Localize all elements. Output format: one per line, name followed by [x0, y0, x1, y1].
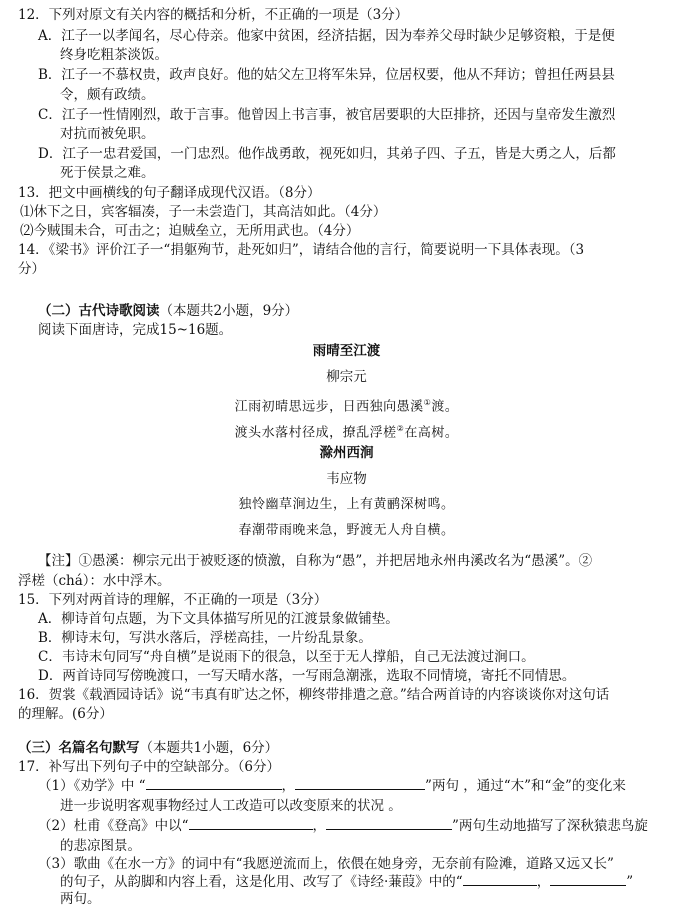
section2-heading: （二）古代诗歌阅读: [38, 303, 160, 319]
poem1-author: 柳宗元: [326, 369, 367, 385]
q17-stem: 17．补写出下列句子中的空缺部分。（6分）: [18, 759, 281, 775]
poem1-line1-text: 江雨初晴思远步，日西独向愚溪: [234, 399, 424, 415]
q12-option-c-line1: C．江子一性情刚烈，敢于言事。他曾因上书言事，被官居要职的大臣排挤，还因与皇帝发生激烈: [38, 107, 616, 123]
q16-stem-line1: 16．贺裳《载酒园诗话》说“韦真有旷达之怀，柳终带排遣之意。”结合两首诗的内容谈谈你对这句话: [18, 687, 610, 703]
q14-stem-line2: 分）: [18, 261, 45, 277]
answer-blank[interactable]: [295, 777, 425, 790]
q12-option-a-line1: A．江子一以孝闻名，尽心侍亲。他家中贫困，经济拮据，因为奉养父母时缺少足够资粮，于是便: [38, 28, 615, 44]
q16-stem-line2: 的理解。(6分）: [18, 706, 113, 722]
q15-option-a: A．柳诗首句点题，为下文具体描写所见的江渡景象做铺垫。: [38, 611, 399, 627]
answer-blank[interactable]: [326, 817, 452, 830]
poem2-author: 韦应物: [326, 471, 367, 487]
q13-sentence-1: ⑴休下之日，宾客辐凑，子一未尝造门，其高洁如此。（4分）: [20, 204, 387, 220]
q17-item3-prefix: 的句子，从韵脚和内容上看，这是化用、改写了《诗经·蒹葭》中的“: [60, 874, 463, 890]
section2-note: （本题共2小题，9分）: [159, 303, 299, 319]
poem2-line1: 独怜幽草涧边生，上有黄鹂深树鸣。: [238, 497, 455, 512]
q17-item3-line1: （3）歌曲《在水一方》的词中有“我愿逆流而上，依偎在她身旁，无奈前有险滩，道路又远又长”: [38, 856, 614, 872]
q17-item3-line3: 两句。: [60, 891, 101, 907]
q17-item2-prefix: （2）杜甫《登高》中以“: [38, 818, 189, 834]
answer-blank[interactable]: [146, 777, 282, 790]
poem1-line1-end: 渡。: [431, 399, 459, 415]
answer-blank[interactable]: [463, 873, 537, 886]
annotation-line2: 浮槎（chá）：水中浮木。: [18, 573, 171, 589]
q13-sentence-2: ⑵今贼围未合，可击之；迫贼垒立，无所用武也。（4分）: [20, 223, 360, 239]
poem1-line2-end: 在高树。: [404, 425, 459, 441]
q17-item2-comma: ，: [312, 818, 326, 834]
q17-item3-comma: ，: [536, 874, 551, 890]
q13-stem: 13．把文中画横线的句子翻译成现代汉语。（8分）: [18, 185, 321, 201]
footnote-mark-2: ②: [396, 424, 405, 433]
q15-stem: 15．下列对两首诗的理解，不正确的一项是（3分）: [18, 592, 328, 608]
q12-option-a-line2: 终身吃粗茶淡饭。: [60, 47, 168, 63]
poem2-line2: 春潮带雨晚来急，野渡无人舟自横。: [238, 523, 455, 538]
q15-option-c: C．韦诗末句同写“舟自横”是说雨下的很急，以至于无人撑船，自己无法渡过涧口。: [38, 649, 535, 665]
q12-stem: 12．下列对原文有关内容的概括和分析，不正确的一项是（3分）: [18, 7, 409, 23]
section2-header: [38, 302, 298, 320]
q17-item1-line2: 进一步说明客观事物经过人工改造可以改变原来的状况 。: [60, 798, 402, 814]
q17-item2-suffix: ”两句生动地描写了深秋猿悲鸟旋: [452, 818, 648, 834]
annotation-line1: 【注】①愚溪：柳宗元出于被贬逐的愤激，自称为“愚”，并把居地永州冉溪改名为“愚溪”。②: [38, 553, 593, 569]
q12-option-c-line2: 对抗而被免职。: [60, 126, 155, 142]
q12-option-b-line1: B．江子一不慕权贵，政声良好。他的姑父左卫将军朱异，位居权要，他从不拜访；曾担任两县县: [38, 67, 615, 83]
q15-option-d: D．两首诗同写傍晚渡口，一写天晴水落，一写雨急潮涨，选取不同情境，寄托不同情思。: [38, 668, 576, 684]
poem1-line1: [0, 394, 693, 416]
q17-item1-comma: ，: [281, 778, 296, 794]
section3-header: [18, 739, 278, 757]
q17-item3-line2: [60, 873, 633, 891]
q12-option-d-line2: 死于侯景之难。: [60, 165, 155, 181]
poem1-title: 雨晴至江渡: [312, 343, 381, 359]
q17-item1-prefix: （1）《劝学》中 “: [38, 778, 146, 794]
poem1-line2: [0, 420, 693, 442]
q14-stem-line1: 14．《梁书》评价江子一“捐躯殉节，赴死如归”，请结合他的言行，简要说明一下具体表现。（3: [18, 242, 585, 258]
q17-item3-suffix: ”: [626, 874, 634, 890]
answer-blank[interactable]: [550, 873, 626, 886]
footnote-mark-1: ①: [423, 398, 432, 407]
q12-option-b-line2: 令，颇有政绩。: [60, 87, 155, 103]
q12-option-d-line1: D．江子一忠君爱国，一门忠烈。他作战勇敢，视死如归，其弟子四、子五，皆是大勇之人，后都: [38, 146, 616, 162]
section3-heading: （三）名篇名句默写: [18, 740, 140, 756]
answer-blank[interactable]: [189, 817, 313, 830]
section2-intro: 阅读下面唐诗，完成15~16题。: [38, 322, 233, 338]
poem2-title: 滁州西涧: [319, 445, 374, 461]
q17-item1-line1: [38, 777, 626, 795]
q15-option-b: B．柳诗末句，写洪水落后，浮槎高挂，一片纷乱景象。: [38, 630, 372, 646]
q17-item1-suffix: ”两句 ，通过“木”和“金”的变化来: [425, 778, 626, 794]
poem1-line2-text: 渡头水落村径成，撩乱浮槎: [234, 425, 397, 441]
q17-item2-line1: [38, 817, 648, 835]
section3-note: （本题共1小题，6分）: [139, 740, 279, 756]
q17-item2-line2: 的悲凉图景。: [60, 838, 141, 854]
